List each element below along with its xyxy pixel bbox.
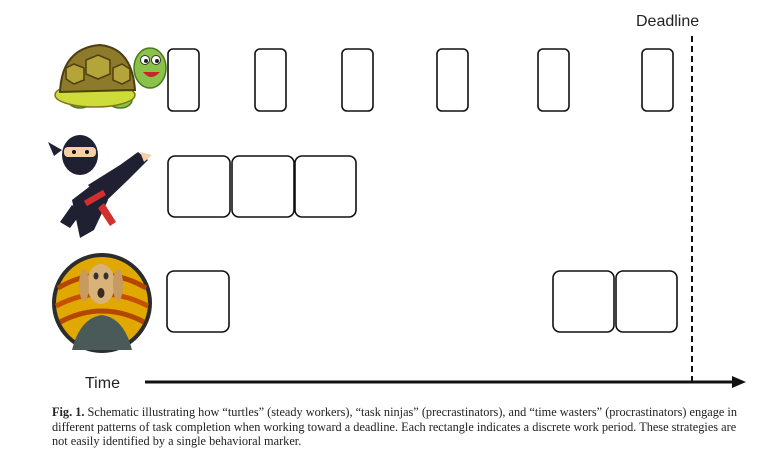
scream-face-icon xyxy=(54,255,150,351)
turtle-icon xyxy=(55,45,166,108)
work-period xyxy=(168,156,230,217)
work-period xyxy=(437,49,468,111)
work-period xyxy=(342,49,373,111)
turtle-work-periods xyxy=(168,49,673,111)
work-period xyxy=(295,156,356,217)
work-period xyxy=(642,49,673,111)
time-axis-arrowhead xyxy=(732,376,746,388)
work-period xyxy=(168,49,199,111)
work-period xyxy=(232,156,294,217)
work-period xyxy=(167,271,229,332)
work-period xyxy=(538,49,569,111)
work-period xyxy=(553,271,614,332)
figure-label: Fig. 1. xyxy=(52,405,85,419)
caption-text: Schematic illustrating how “turtles” (steady workers), “task ninjas” (precrastinators), and “time wasters” (procrastinators) engage in different patterns of task completion when working toward a deadline. Each rectangle indicates a discrete work period. These strategies are not easily identified by a single behavioral marker. xyxy=(52,405,737,448)
work-period xyxy=(616,271,677,332)
time-axis-label: Time xyxy=(85,375,120,392)
ninja-work-periods xyxy=(168,156,356,217)
ninja-icon xyxy=(48,135,152,238)
work-period xyxy=(255,49,286,111)
time-waster-work-periods xyxy=(167,271,677,332)
figure-caption xyxy=(52,405,752,449)
deadline-label: Deadline xyxy=(636,13,700,30)
